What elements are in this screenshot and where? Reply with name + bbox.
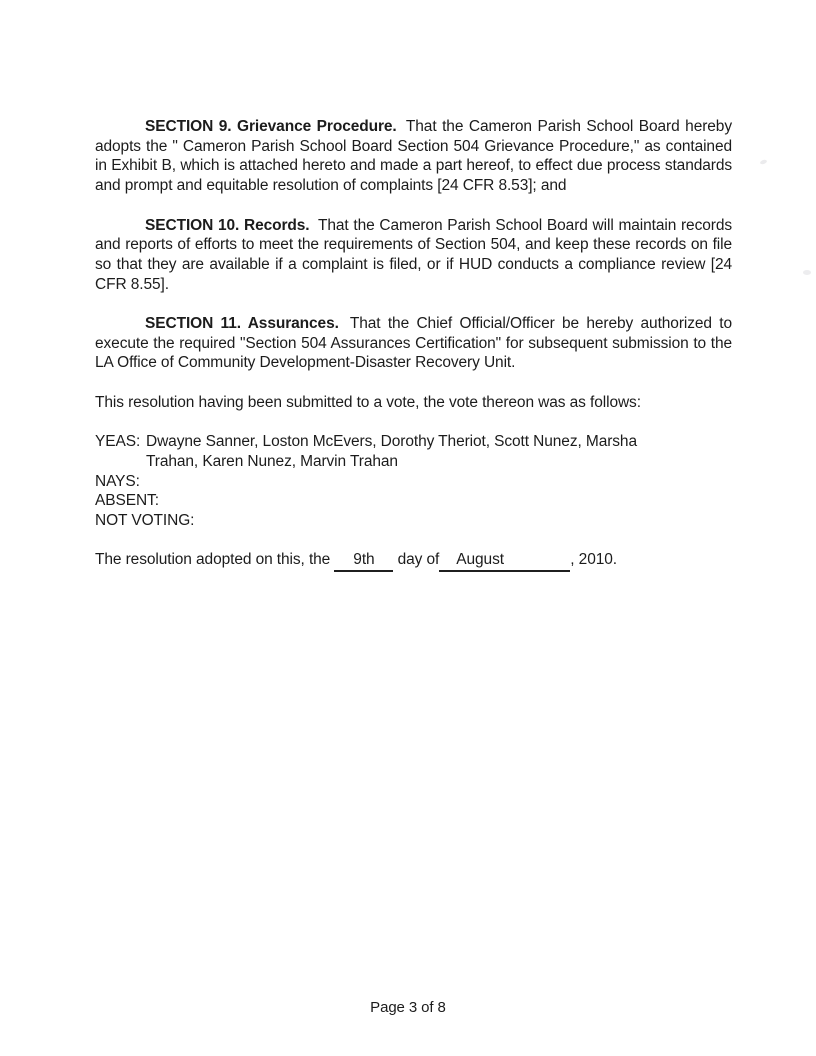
section-10-paragraph: [95, 216, 732, 295]
section-9-heading: SECTION 9. Grievance Procedure.: [145, 118, 397, 135]
section-10-body: That the Cameron Parish School Board will maintain records and reports of efforts to meet the requirements of Section 504, and keep these records on file so that they are available if a complaint is filed, or if HUD conducts a compliance review [24 CFR 8.55].: [95, 216, 732, 293]
day-blank-field: [334, 550, 393, 572]
vote-row-absent: [95, 491, 732, 511]
yeas-label: YEAS:: [95, 433, 141, 451]
section-11-body: That the Chief Official/Officer be hereby authorized to execute the required "Section 504 Assurances Certification" for subsequent submission to the LA Office of Community Development-Disaster Recovery Unit.: [95, 315, 732, 372]
scan-artifact: [760, 159, 768, 165]
adoption-line: [95, 550, 732, 572]
page-number-footer: Page 3 of 8: [370, 999, 446, 1016]
nays-label: NAYS:: [95, 472, 140, 490]
vote-results-list: [95, 432, 732, 531]
adoption-prefix: The resolution adopted on this, the: [95, 551, 331, 569]
scan-artifact: [803, 270, 811, 275]
adoption-mid: day of: [397, 551, 440, 569]
vote-row-not-voting: [95, 511, 732, 531]
document-content: [95, 117, 732, 572]
section-9-paragraph: [95, 117, 732, 196]
not-voting-label: NOT VOTING:: [95, 512, 195, 529]
vote-row-yeas: [95, 432, 732, 471]
section-10-heading: SECTION 10. Records.: [145, 216, 310, 234]
yeas-value: Dwayne Sanner, Loston McEvers, Dorothy Theriot, Scott Nunez, Marsha Trahan, Karen Nunez, Marvin Trahan: [146, 433, 637, 470]
section-11-paragraph: [95, 314, 732, 373]
vote-row-nays: [95, 472, 732, 492]
absent-label: ABSENT:: [95, 492, 159, 510]
section-11-heading: SECTION 11. Assurances.: [145, 315, 339, 332]
section-9-body: That the Cameron Parish School Board hereby adopts the " Cameron Parish School Board Section 504 Grievance Procedure," as contained in Exhibit B, which is attached hereto and made a part hereof, to effect due process standards and prompt and equitable resolution of complaints [24 CFR 8.53]; and: [95, 118, 732, 195]
adoption-suffix: , 2010.: [570, 551, 617, 569]
month-value: August: [456, 551, 504, 569]
vote-intro-line: This resolution having been submitted to a vote, the vote thereon was as follows:: [95, 393, 641, 411]
day-value: 9th: [353, 551, 375, 569]
month-blank-field: [439, 550, 570, 572]
